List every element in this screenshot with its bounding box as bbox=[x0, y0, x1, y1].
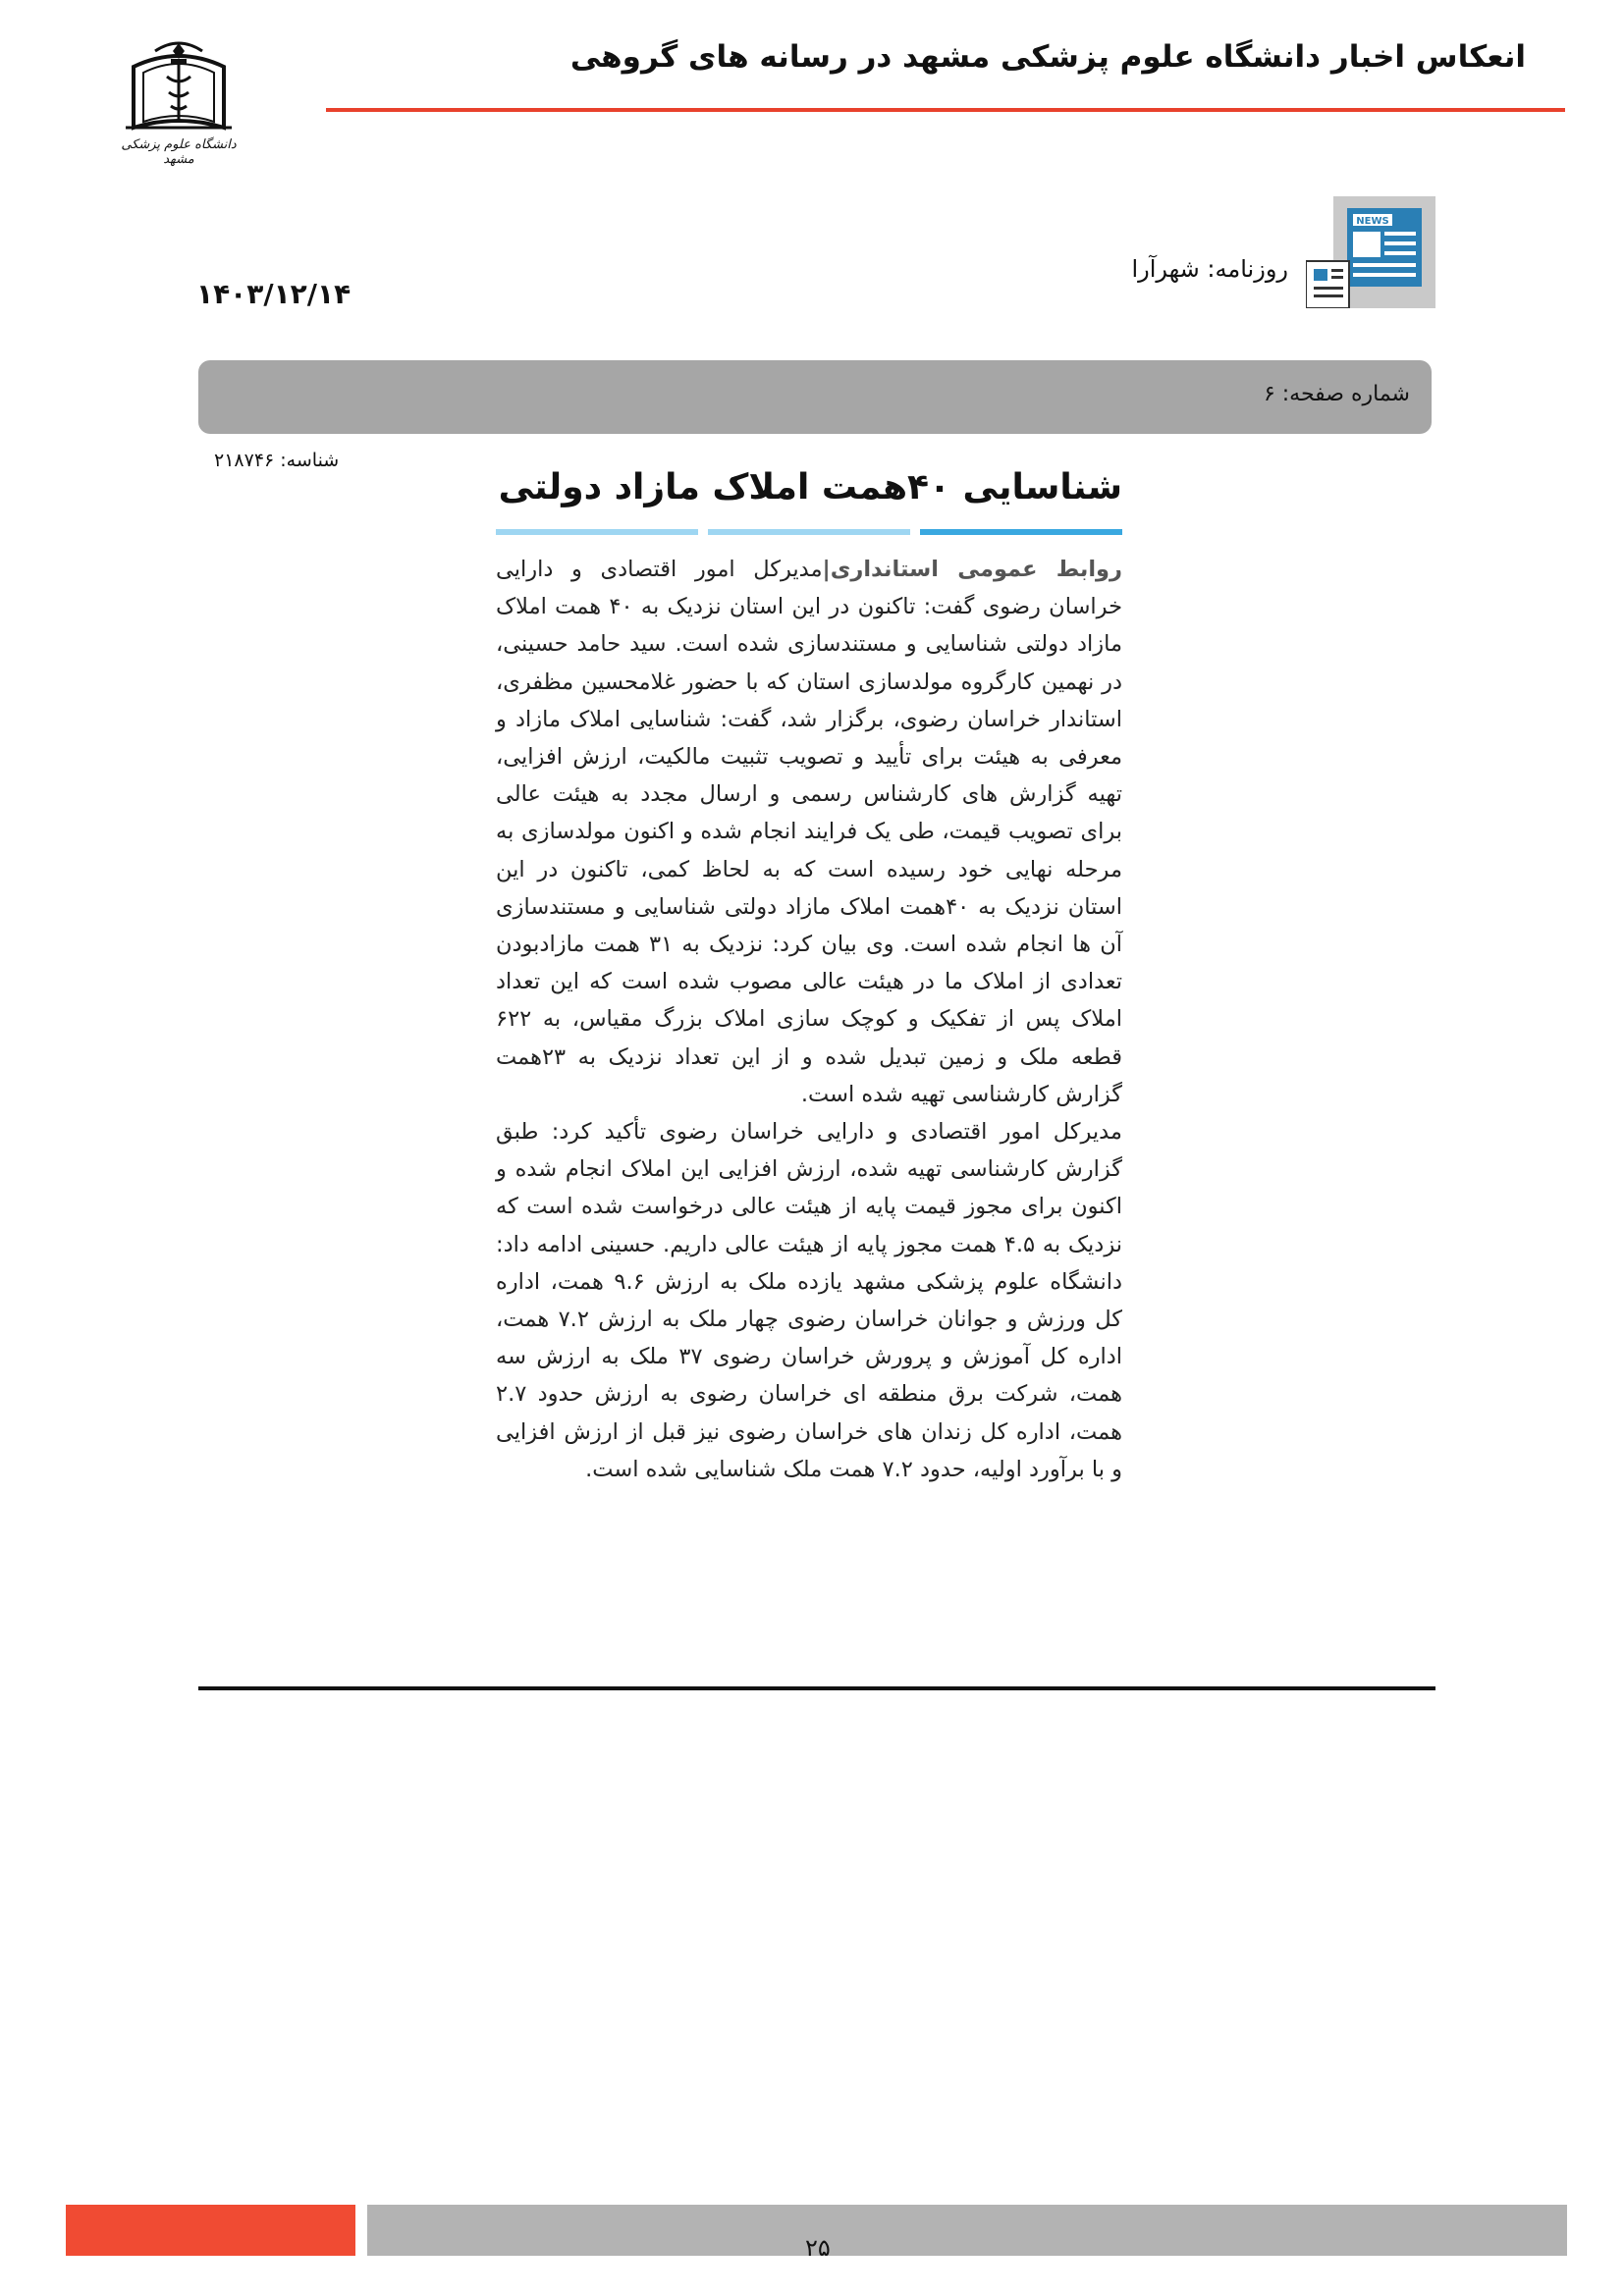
article-paragraph-1-text: مدیرکل امور اقتصادی و دارایی خراسان رضوی گفت: تاکنون در این استان نزدیک به ۴۰ همت املاک مازاد دولتی شناسایی و مستندسازی شده است. سید حامد حسینی، در نهمین کارگروه مولدسازی استان که با حضور غلامحسین مظفری، استاندار خراسان رضوی، برگزار شد، گفت: شناسایی املاک مازاد و معرفی به هیئت برای تأیید و تصویب تثبیت مالکیت، ارزش افزایی، تهیه گزارش های کارشناس رسمی و ارسال مجدد به هیئت عالی برای تصویب قیمت، طی یک فرایند انجام شده و اکنون مولدسازی به مرحله نهایی خود رسیده است که به لحاظ کمی، تاکنون در این استان نزدیک به ۴۰همت املاک مازاد دولتی شناسایی و مستندسازی آن ها انجام شده است. وی بیان کرد: نزدیک به ۳۱ همت مازادبودن تعدادی از املاک ما در هیئت عالی مصوب شده است که این تعداد املاک پس از تفکیک و کوچک سازی املاک بزرگ مقیاس، به ۶۲۲ قطعه ملک و زمین تبدیل شده و از این تعداد نزدیک به ۲۳همت گزارش کارشناسی تهیه شده است. bbox=[496, 557, 1123, 1107]
article-end-rule bbox=[198, 1686, 1435, 1690]
article-paragraph-2: مدیرکل امور اقتصادی و دارایی خراسان رضوی تأکید کرد: طبق گزارش کارشناسی تهیه شده، ارزش افزایی این املاک انجام شده و اکنون برای مجوز قیمت پایه از هیئت عالی درخواست شده است که نزدیک به ۴.۵ همت مجوز پایه از هیئت عالی داریم. حسینی ادامه داد: دانشگاه علوم پزشکی مشهد یازده ملک به ارزش ۹.۶ همت، اداره کل ورزش و جوانان خراسان رضوی چهار ملک به ارزش ۷.۲ همت، اداره کل آموزش و پرورش خراسان رضوی ۳۷ ملک به ارزش سه همت، شرکت برق منطقه ای خراسان رضوی به ارزش حدود ۲.۷ همت، اداره کل زندان های خراسان رضوی نیز قبل از ارزش افزایی و با برآورد اولیه، حدود ۷.۲ همت ملک شناسایی شده است. bbox=[496, 1119, 1122, 1482]
newspaper-icon bbox=[1306, 196, 1435, 308]
publish-date: ۱۴۰۳/۱۲/۱۴ bbox=[196, 278, 352, 310]
page-number-label: شماره صفحه: ۶ bbox=[1263, 382, 1410, 406]
article-lead-in: روابط عمومی استانداری| bbox=[822, 557, 1122, 582]
article-paragraph-1 bbox=[496, 551, 1122, 1113]
article-title: شناسایی ۴۰همت املاک مازاد دولتی bbox=[498, 467, 1122, 507]
footer-page-number: ۲۵ bbox=[805, 2234, 831, 2262]
news-icon-text: NEWS bbox=[1356, 216, 1389, 227]
page-info-band bbox=[198, 360, 1432, 434]
newspaper-label: روزنامه: شهرآرا bbox=[1131, 255, 1288, 283]
header-rule bbox=[326, 108, 1565, 112]
header-title: انعکاس اخبار دانشگاه علوم پزشکی مشهد در رسانه های گروهی bbox=[569, 39, 1526, 75]
title-underline bbox=[496, 529, 1122, 535]
footer-accent-bar bbox=[66, 2205, 355, 2256]
logo-caption: دانشگاه علوم پزشکی مشهد bbox=[121, 137, 237, 167]
document-id-label: شناسه: ۲۱۸۷۴۶ bbox=[214, 450, 340, 471]
article bbox=[496, 459, 1122, 1488]
footer-bar bbox=[367, 2205, 1567, 2256]
